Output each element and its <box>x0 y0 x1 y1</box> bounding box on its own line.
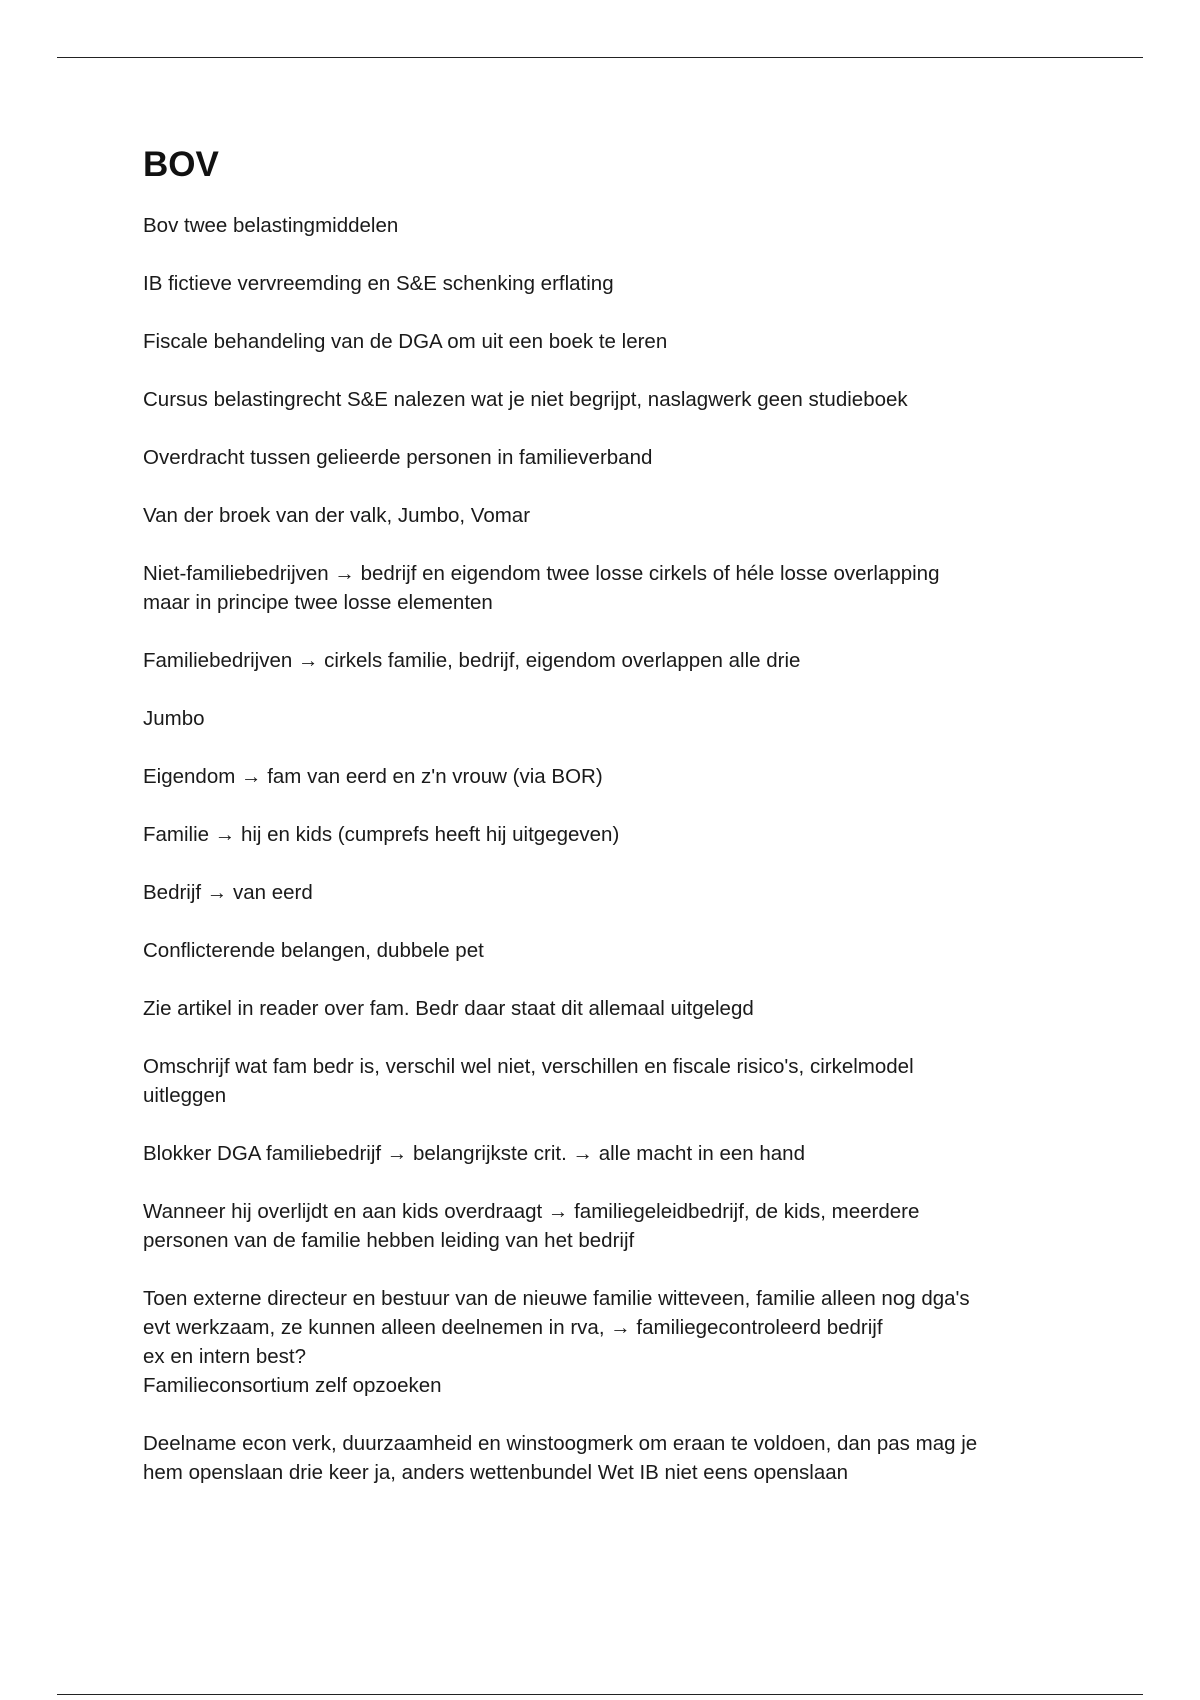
header-rule <box>57 57 1143 58</box>
paragraph-line: Zie artikel in reader over fam. Bedr daar staat dit allemaal uitgelegd <box>143 997 754 1020</box>
paragraph-line: IB fictieve vervreemding en S&E schenking erflating <box>143 272 614 295</box>
paragraph <box>143 704 1063 733</box>
paragraph-line: ex en intern best? <box>143 1345 306 1368</box>
paragraph <box>143 443 1063 472</box>
paragraph <box>143 211 1063 240</box>
paragraph <box>143 762 1063 791</box>
paragraph <box>143 878 1063 907</box>
paragraph <box>143 936 1063 965</box>
paragraph <box>143 385 1063 414</box>
paragraph-line: hem openslaan drie keer ja, anders wettenbundel Wet IB niet eens openslaan <box>143 1461 849 1484</box>
paragraph-line: personen van de familie hebben leiding van het bedrijf <box>143 1229 635 1252</box>
paragraph <box>143 646 1063 675</box>
paragraph-line: Toen externe directeur en bestuur van de nieuwe familie witteveen, familie alleen nog dga's <box>143 1287 970 1310</box>
footer-rule <box>57 1694 1143 1695</box>
paragraph <box>143 1429 1063 1487</box>
paragraph-line: Wanneer hij overlijdt en aan kids overdraagt → familiegeleidbedrijf, de kids, meerdere <box>143 1200 920 1223</box>
paragraph-line: Familieconsortium zelf opzoeken <box>143 1374 442 1397</box>
paragraph-line: Jumbo <box>143 707 205 730</box>
paragraph-line: maar in principe twee losse elementen <box>143 591 493 614</box>
paragraph <box>143 1139 1063 1168</box>
paragraph-line: Fiscale behandeling van de DGA om uit een boek te leren <box>143 330 668 353</box>
paragraph-line: Van der broek van der valk, Jumbo, Vomar <box>143 504 531 527</box>
paragraph <box>143 501 1063 530</box>
paragraph-line: Deelname econ verk, duurzaamheid en winstoogmerk om eraan te voldoen, dan pas mag je <box>143 1432 978 1455</box>
paragraph-list <box>143 211 1063 1487</box>
paragraph <box>143 327 1063 356</box>
paragraph <box>143 1052 1063 1110</box>
paragraph-line: Overdracht tussen gelieerde personen in familieverband <box>143 446 653 469</box>
paragraph <box>143 994 1063 1023</box>
paragraph-line: Familiebedrijven → cirkels familie, bedrijf, eigendom overlappen alle drie <box>143 649 801 672</box>
paragraph-line: evt werkzaam, ze kunnen alleen deelnemen in rva, → familiegecontroleerd bedrijf <box>143 1316 883 1339</box>
document-body <box>143 143 1063 1516</box>
paragraph-line: Eigendom → fam van eerd en z'n vrouw (via BOR) <box>143 765 603 788</box>
document-title: BOV <box>143 145 219 184</box>
paragraph-line: Omschrijf wat fam bedr is, verschil wel niet, verschillen en fiscale risico's, cirkelmodel <box>143 1055 914 1078</box>
paragraph-line: Bov twee belastingmiddelen <box>143 214 399 237</box>
paragraph <box>143 820 1063 849</box>
paragraph-line: uitleggen <box>143 1084 227 1107</box>
paragraph <box>143 269 1063 298</box>
paragraph-line: Cursus belastingrecht S&E nalezen wat je niet begrijpt, naslagwerk geen studieboek <box>143 388 908 411</box>
paragraph-line: Blokker DGA familiebedrijf → belangrijkste crit. → alle macht in een hand <box>143 1142 805 1165</box>
paragraph <box>143 1284 1063 1400</box>
paragraph-line: Conflicterende belangen, dubbele pet <box>143 939 484 962</box>
paragraph <box>143 1197 1063 1255</box>
paragraph <box>143 559 1063 617</box>
paragraph-line: Niet-familiebedrijven → bedrijf en eigendom twee losse cirkels of héle losse overlapping <box>143 562 940 585</box>
paragraph-line: Familie → hij en kids (cumprefs heeft hij uitgegeven) <box>143 823 620 846</box>
paragraph-line: Bedrijf → van eerd <box>143 881 313 904</box>
